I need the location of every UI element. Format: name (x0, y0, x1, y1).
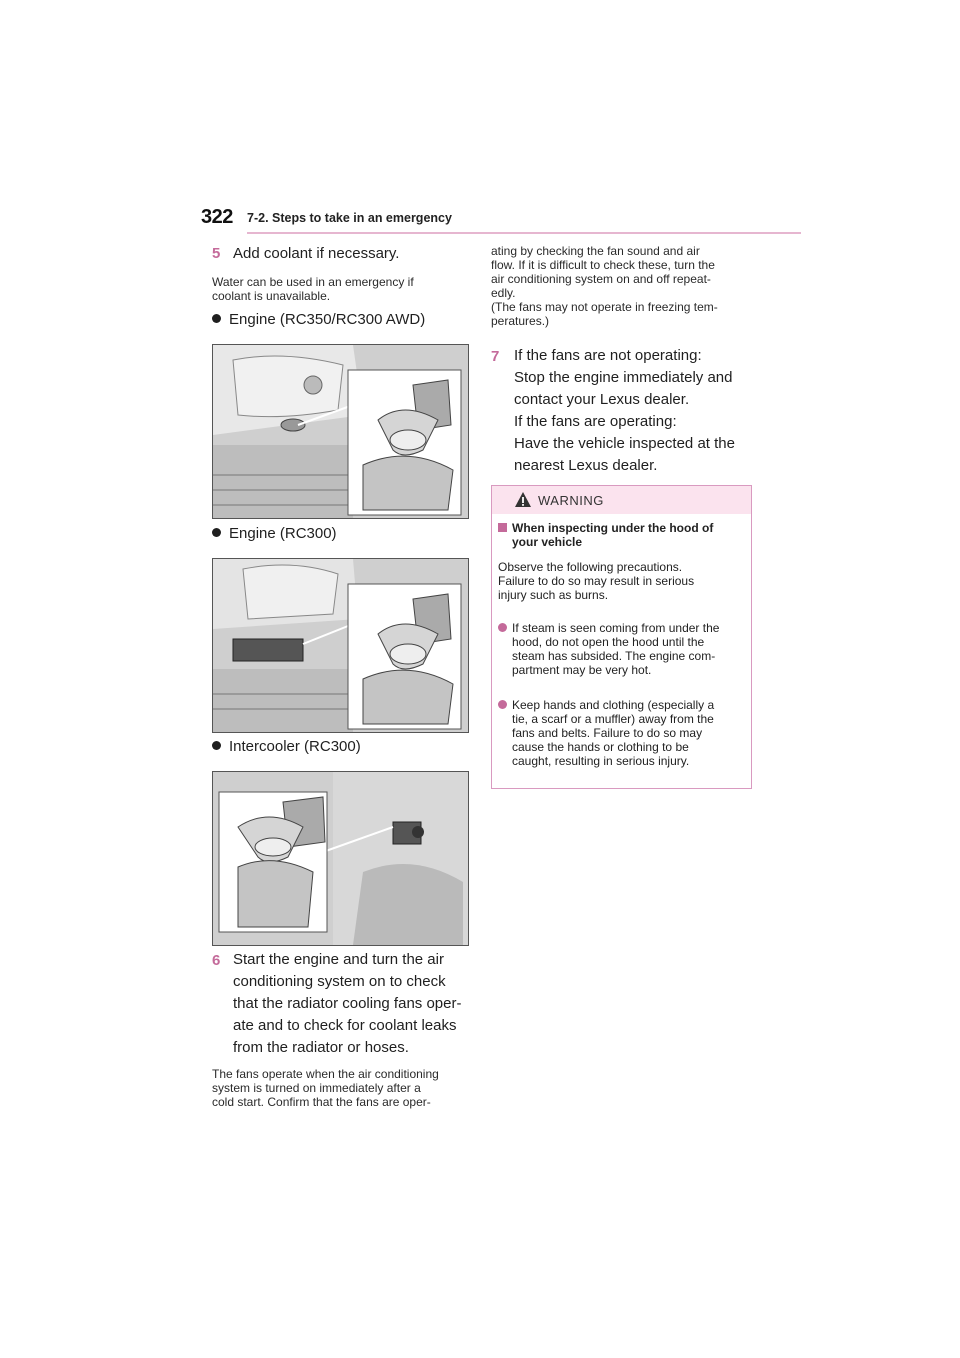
circle-bullet-icon (498, 623, 507, 632)
step-text-line: Stop the engine immediately and (514, 369, 733, 386)
warning-header (492, 486, 751, 514)
step-text-line: conditioning system on to check (233, 973, 446, 990)
warning-box (491, 485, 752, 789)
bullet-label: Intercooler (RC300) (229, 738, 361, 755)
note-line: edly. (491, 286, 516, 300)
warning-title: WARNING (538, 493, 604, 508)
step-number: 5 (212, 245, 221, 262)
note-line: Water can be used in an emergency if (212, 275, 414, 289)
note-line: air conditioning system on and off repeat- (491, 272, 711, 286)
step-text-line: that the radiator cooling fans oper- (233, 995, 462, 1012)
warning-intro: Failure to do so may result in serious (498, 574, 695, 588)
bullet-item (212, 311, 425, 328)
step-text-line: nearest Lexus dealer. (514, 457, 658, 474)
warning-item: cause the hands or clothing to be (512, 740, 689, 754)
step-text-line: If the fans are operating: (514, 413, 677, 430)
header-rule (247, 232, 801, 234)
bullet-label: Engine (RC300) (229, 525, 337, 542)
square-bullet-icon (498, 523, 507, 532)
warning-item: If steam is seen coming from under the (498, 622, 719, 635)
note-line: ating by checking the fan sound and air (491, 244, 700, 258)
circle-bullet-icon (498, 700, 507, 709)
bullet-item (212, 738, 361, 755)
warning-item: fans and belts. Failure to do so may (512, 726, 703, 740)
step-text-line: from the radiator or hoses. (233, 1039, 409, 1056)
engine-figure-awd (212, 344, 469, 519)
bullet-icon (212, 528, 221, 537)
warning-item: caught, resulting in serious injury. (512, 754, 690, 768)
note-line: peratures.) (491, 314, 550, 328)
warning-item: partment may be very hot. (512, 663, 652, 677)
warning-item: tie, a scarf or a muffler) away from the (512, 712, 714, 726)
step-text-line: If the fans are not operating: (514, 347, 702, 364)
warning-item: hood, do not open the hood until the (512, 635, 705, 649)
bullet-icon (212, 314, 221, 323)
bullet-icon (212, 741, 221, 750)
note-line: cold start. Confirm that the fans are oper- (212, 1095, 431, 1109)
warning-item: steam has subsided. The engine com- (512, 649, 716, 663)
warning-item: Keep hands and clothing (especially a (498, 699, 714, 712)
note-line: system is turned on immediately after a (212, 1081, 421, 1095)
step-text-line: contact your Lexus dealer. (514, 391, 690, 408)
bullet-label: Engine (RC350/RC300 AWD) (229, 311, 426, 328)
step-text: Add coolant if necessary. (233, 245, 400, 262)
bullet-item (212, 525, 337, 542)
step-text-line: Have the vehicle inspected at the (514, 435, 735, 452)
note-line: (The fans may not operate in freezing tem- (491, 300, 718, 314)
page-number: 322 (201, 206, 233, 228)
warning-heading: When inspecting under the hood of (498, 522, 713, 535)
step-number: 7 (491, 348, 500, 365)
step-text-line: Start the engine and turn the air (233, 951, 444, 968)
note-line: flow. If it is difficult to check these, turn the (491, 258, 715, 272)
warning-intro: injury such as burns. (498, 588, 609, 602)
engine-figure-rc300 (212, 558, 469, 733)
note-line: coolant is unavailable. (212, 289, 331, 303)
warning-intro: Observe the following precautions. (498, 560, 683, 574)
warning-icon (514, 491, 532, 508)
warning-heading: your vehicle (512, 535, 583, 549)
step-number: 6 (212, 952, 221, 969)
note-line: The fans operate when the air conditioning (212, 1067, 439, 1081)
intercooler-figure (212, 771, 469, 946)
section-title: 7-2. Steps to take in an emergency (247, 211, 452, 225)
step-text-line: ate and to check for coolant leaks (233, 1017, 457, 1034)
